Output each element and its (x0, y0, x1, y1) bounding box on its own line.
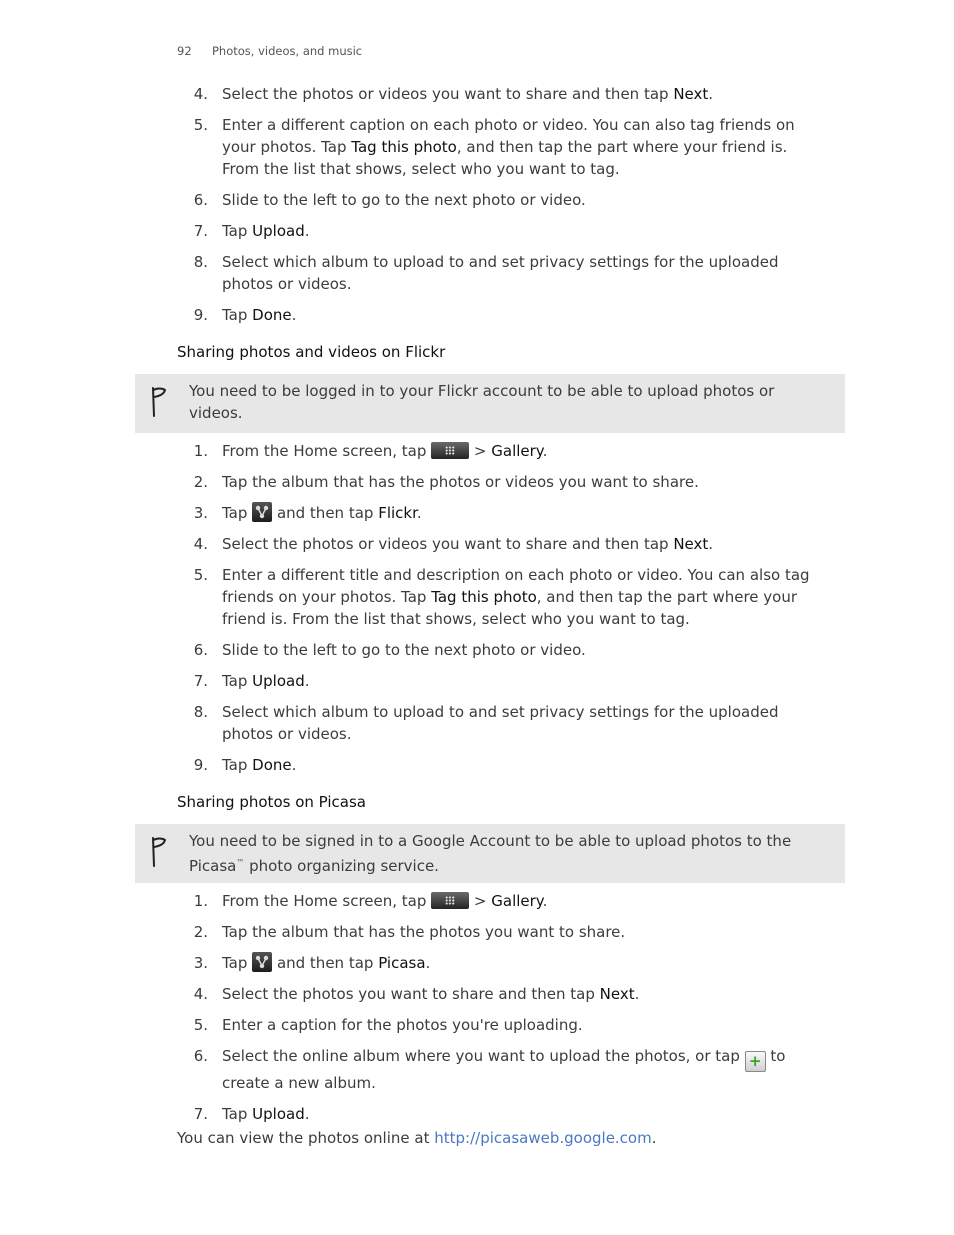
picasa-note (135, 824, 845, 883)
list-item: 3. Tap and then tap Picasa. (193, 954, 431, 972)
list-item: 9. Tap Done. (193, 756, 297, 774)
list-item: 7. Tap Upload. (193, 222, 310, 240)
ui-term: Upload (252, 672, 305, 690)
list-item: 3. Tap and then tap Flickr. (193, 504, 422, 522)
share-icon (252, 952, 272, 972)
ui-term: Gallery (491, 442, 543, 460)
note-text: You need to be logged in to your Flickr account to be able to upload photos or videos. (189, 382, 775, 422)
ui-term: Tag this photo (431, 588, 537, 606)
note-flag-icon (149, 836, 169, 868)
ui-term: Picasa (378, 954, 426, 972)
list-item: 5. Enter a different caption on each photo or video. You can also tag friends on your photos. Tap Tag this photo, and then tap the part where your friend is. From the list that shows, select who you want to tag. (193, 116, 795, 178)
picasa-heading: Sharing photos on Picasa (177, 793, 366, 811)
list-item: 6. Slide to the left to go to the next photo or video. (193, 641, 586, 659)
flickr-note (135, 374, 845, 433)
all-apps-icon (431, 442, 469, 459)
note-text: photo organizing service. (244, 857, 439, 875)
page-header (177, 44, 362, 58)
list-item: 4. Select the photos or videos you want to share and then tap Next. (193, 535, 714, 553)
list-item: 9. Tap Done. (193, 306, 297, 324)
picasa-footer-text: You can view the photos online at http://picasaweb.google.com. (177, 1129, 657, 1147)
list-item: 2. Tap the album that has the photos or videos you want to share. (193, 473, 699, 491)
ui-term: Upload (252, 1105, 305, 1123)
ui-term: Done (252, 306, 292, 324)
section-title: Photos, videos, and music (212, 44, 363, 58)
all-apps-icon (431, 892, 469, 909)
page-number: 92 (177, 44, 192, 58)
ui-term: Upload (252, 222, 305, 240)
ui-term: Flickr (378, 504, 417, 522)
note-flag-icon (149, 386, 169, 418)
share-icon (252, 502, 272, 522)
list-item: 8. Select which album to upload to and set privacy settings for the uploaded photos or videos. (193, 703, 779, 743)
list-item: 4. Select the photos or videos you want to share and then tap Next. (193, 85, 714, 103)
list-item: 1. From the Home screen, tap > Gallery. (193, 892, 548, 910)
flickr-heading: Sharing photos and videos on Flickr (177, 343, 446, 361)
list-item: 5. Enter a different title and description on each photo or video. You can also tag friends on your photos. Tap Tag this photo, and then tap the part where your friend is. From the list that shows, select who you want to tag. (193, 566, 810, 628)
ui-term: Done (252, 756, 292, 774)
add-album-icon: + (745, 1051, 766, 1072)
note-text: You need to be signed in to a Google Account to be able to upload photos to the Picasa (189, 832, 792, 875)
list-item: 5. Enter a caption for the photos you're uploading. (193, 1016, 583, 1034)
list-item: 4. Select the photos you want to share and then tap Next. (193, 985, 640, 1003)
list-item: 6. Select the online album where you want to upload the photos, or tap + to create a new album. (193, 1047, 786, 1092)
list-item: 2. Tap the album that has the photos you want to share. (193, 923, 626, 941)
ui-term: Tag this photo (351, 138, 457, 156)
trademark: ™ (236, 858, 245, 867)
list-item: 1. From the Home screen, tap > Gallery. (193, 442, 548, 460)
flickr-steps-list (0, 440, 828, 785)
ui-term: Next (673, 535, 709, 553)
ui-term: Next (673, 85, 709, 103)
ui-term: Next (599, 985, 635, 1003)
list-item: 8. Select which album to upload to and set privacy settings for the uploaded photos or videos. (193, 253, 779, 293)
list-item: 7. Tap Upload. (193, 672, 310, 690)
list-item: 6. Slide to the left to go to the next photo or video. (193, 191, 586, 209)
list-item: 7. Tap Upload. (193, 1105, 310, 1123)
picasa-steps-list (0, 890, 828, 1134)
ui-term: Gallery (491, 892, 543, 910)
upload-steps-list (0, 83, 828, 335)
picasa-web-link[interactable]: http://picasaweb.google.com (434, 1129, 652, 1147)
